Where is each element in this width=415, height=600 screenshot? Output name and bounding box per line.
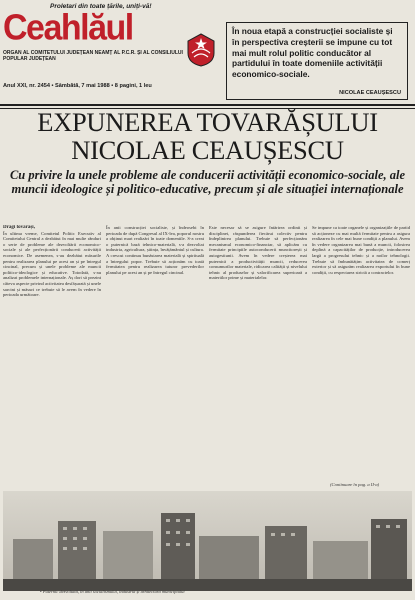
article-text: În ultima vreme, Comitetul Politic Executiv al Comitetului Central a dezbătut în mai multe rânduri o serie de probleme ale dezvoltării economico-sociale și ale perfecționării conducerii activității economice. De asemenea, s-au dezbătut măsurile pentru realizarea planului pe acest an și pe întregul cincinal, precum și unele probleme ale muncii politico-ideologice și educative. Totodată, s-au analizat problemele internaționale. Aș dori să prezint câteva aspecte privind activitatea desfășurată și unele sarcini și măsuri ce trebuie să le avem în vedere în perioada următoare.	[3, 230, 101, 298]
headline: EXPUNEREA TOVARĂȘULUI NICOLAE CEAUȘESCU	[37, 107, 378, 165]
quote-box	[226, 22, 408, 100]
article-text: Se impune ca toate organele și organizațiile de partid să acționeze cu mai multă fermitate pentru a asigura realizarea în cele mai bune condiții a planului. Avem în vedere organizarea mai bună a muncii, folosirea deplină a capacităților de producție, introducerea largă a progresului tehnic și a noilor tehnologii. Trebuie să îmbunătățim activitatea de comerț exterior și să asigurăm realizarea exportului în bune condiții, cu respectarea strictă a contractelor.	[312, 225, 410, 275]
masthead-rule	[0, 104, 415, 106]
article-column-1	[3, 225, 101, 500]
continued-note: (Continuare în pag. a II-a)	[330, 482, 380, 487]
photo-caption: • Puternic dezvoltată, în anii socialismului, industria și arhitectura municipiului	[40, 589, 185, 594]
article-column-3	[209, 225, 307, 500]
article-column-2	[106, 225, 204, 500]
quote-text: În noua etapă a construcției socialiste și în perspectiva creșterii se impune cu tot mai mult rolul politic conducător al partidului în toate domeniile activității economico-sociale.	[232, 26, 393, 80]
city-photo	[3, 491, 412, 591]
newspaper-logo: Ceahlăul	[3, 8, 133, 48]
masthead-slogan: Proletari din toate țările, uniți-vă!	[50, 3, 152, 10]
article-body	[3, 225, 412, 500]
article-text: Este necesar să se asigure întărirea ordinii și disciplinei, răspunderea fiecărui colectiv pentru îndeplinirea planului. Trebuie să perfecționăm mecanismul economico-financiar, să aplicăm cu fermitate principiile autoconducerii muncitorești și autogestiunii. Avem în vedere creșterea mai puternică a productivității muncii, reducerea consumurilor materiale, ridicarea calității și nivelului tehnic al produselor și valorificarea superioară a materiilor prime și materialelor.	[209, 225, 307, 281]
article-column-4	[312, 225, 410, 500]
quote-signature: NICOLAE CEAUȘESCU	[339, 90, 401, 96]
issue-info: Anul XXI, nr. 2454 • Sâmbătă, 7 mai 1988 • 8 pagini, 1 leu	[3, 83, 152, 89]
headline-deck: Cu privire la unele probleme ale conducerii activității economico-sociale, ale muncii ideologice și politico-educative, precum și ale situației internaționale	[9, 168, 406, 196]
article-text: În anii construcției socialiste, și îndeosebi în perioada de după Congresul al IX-lea, poporul nostru a obținut mari realizări în toate domeniile. S-a creat o puternică bază tehnico-materială, s-a dezvoltat industria, agricultura, știința, învățământul și cultura. A crescut continuu bunăstarea materială și spirituală a întregului popor. Trebuie să acționăm cu toată fermitatea pentru realizarea tuturor prevederilor planului pe acest an și pe întregul cincinal.	[106, 225, 204, 275]
coat-of-arms-icon	[186, 33, 216, 67]
article-salutation: Dragi tovarăși,	[3, 225, 35, 230]
masthead-subtitle: ORGAN AL COMITETULUI JUDEȚEAN NEAMȚ AL P.C.R. ȘI AL CONSILIULUI POPULAR JUDEȚEAN	[3, 50, 183, 62]
